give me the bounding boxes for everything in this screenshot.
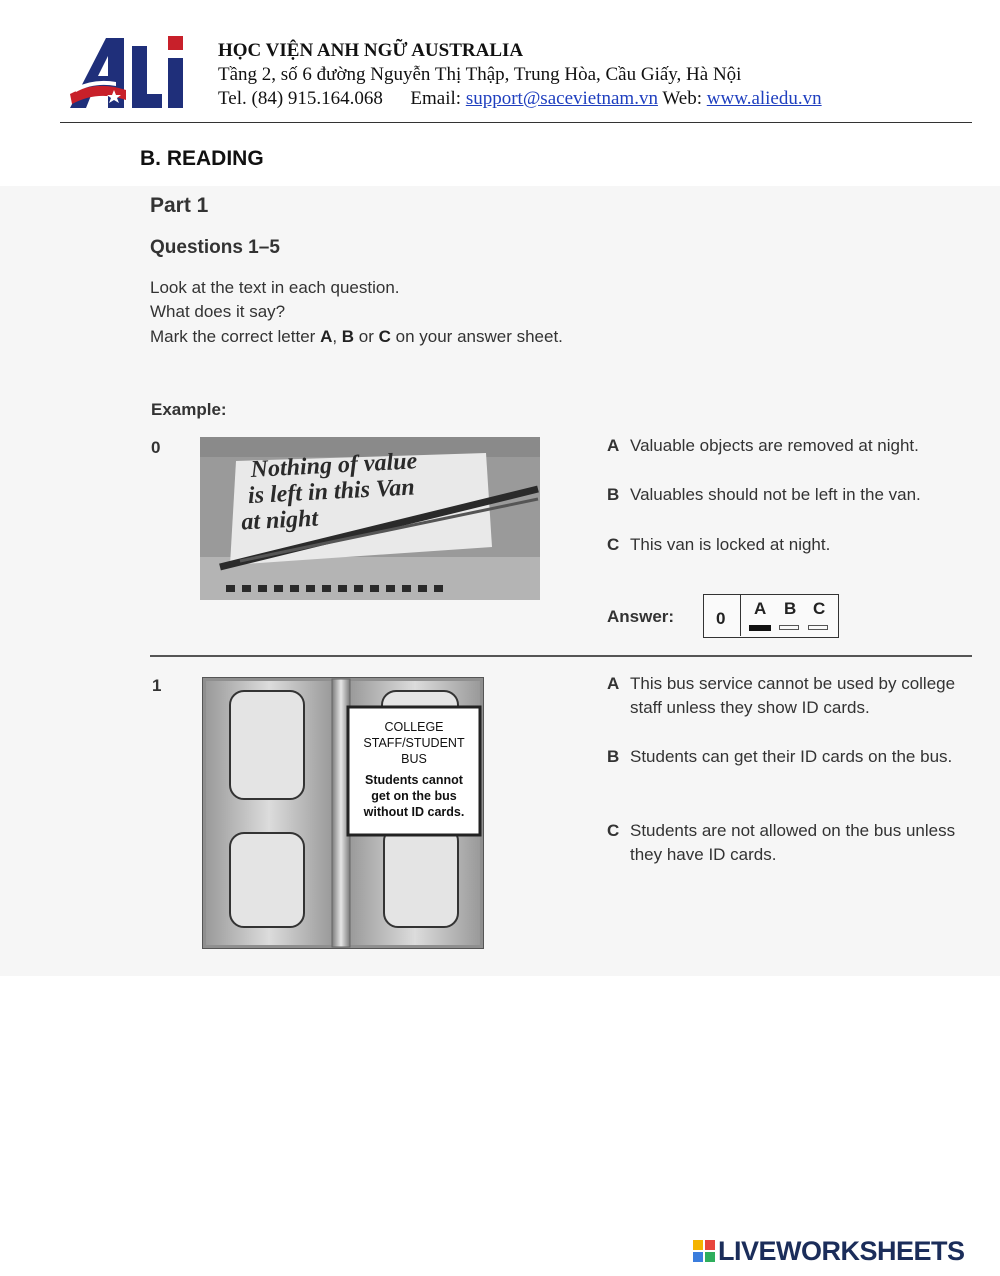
- header-divider: [60, 122, 972, 123]
- bus-sign-body: without ID cards.: [363, 805, 465, 819]
- answer-mark-filled: [749, 625, 771, 631]
- web-label: Web:: [662, 88, 703, 109]
- answer-letter-b: B: [784, 599, 797, 618]
- question-number: 1: [152, 676, 162, 695]
- bus-sign-title: BUS: [401, 752, 427, 766]
- instruction-line-3: [150, 327, 563, 347]
- option-letter: C: [607, 821, 620, 840]
- part-title: Part 1: [150, 194, 209, 217]
- bus-sign-body: get on the bus: [371, 789, 457, 803]
- option-letter: B: [607, 485, 620, 504]
- answer-letter-a: A: [754, 599, 767, 618]
- option-letter: B: [607, 747, 620, 766]
- example-option-a: [607, 434, 977, 458]
- van-sign-photo: [200, 437, 540, 600]
- option-text: Valuable objects are removed at night.: [630, 436, 919, 455]
- letter-c: C: [378, 327, 391, 346]
- bus-sign-body: Students cannot: [365, 773, 463, 787]
- bus-sign-title: COLLEGE: [384, 720, 444, 734]
- letter-b: B: [341, 327, 355, 346]
- institute-address: Tầng 2, số 6 đường Nguyễn Thị Thập, Trung Hòa, Cầu Giấy, Hà Nội: [218, 64, 742, 85]
- telephone: Tel. (84) 915.164.068: [218, 88, 383, 109]
- option-text: This bus service cannot be used by college staff unless they show ID cards.: [630, 674, 956, 717]
- option-letter: A: [607, 674, 620, 693]
- bus-door-illustration: [202, 677, 484, 949]
- instruction-text: Mark the correct letter: [150, 327, 321, 346]
- ali-logo: [66, 32, 190, 114]
- website-link[interactable]: www.aliedu.vn: [706, 88, 822, 109]
- example-label: Example:: [151, 400, 227, 419]
- option-letter: A: [607, 436, 620, 455]
- question-divider: [150, 655, 972, 657]
- question1-option-c[interactable]: [607, 819, 957, 867]
- liveworksheets-brand[interactable]: LIVEWORKSHEETS: [718, 1236, 965, 1266]
- sign-line: at night: [240, 505, 319, 536]
- sign-line: is left in this Van: [247, 474, 416, 510]
- question1-option-b[interactable]: [607, 745, 957, 769]
- answer-mark-empty[interactable]: [808, 625, 828, 630]
- instruction-line-1: Look at the text in each question.: [150, 278, 400, 297]
- letter-a: A: [320, 327, 333, 346]
- institute-name: HỌC VIỆN ANH NGỮ AUSTRALIA: [218, 40, 524, 61]
- separator: ,: [332, 327, 342, 346]
- questions-title: Questions 1–5: [150, 237, 280, 258]
- liveworksheets-icon: [693, 1240, 715, 1262]
- answer-letter-c: C: [813, 599, 826, 618]
- bus-sign-title: STAFF/STUDENT: [363, 736, 465, 750]
- answer-mark-empty[interactable]: [779, 625, 799, 630]
- sign-line: Nothing of value: [250, 448, 418, 483]
- instruction-line-2: What does it say?: [150, 302, 286, 321]
- option-text: Valuables should not be left in the van.: [630, 485, 921, 504]
- answer-number: 0: [716, 609, 726, 628]
- option-letter: C: [607, 535, 620, 554]
- separator: or: [354, 327, 379, 346]
- answer-label: Answer:: [607, 607, 675, 626]
- section-title: B. READING: [140, 147, 264, 170]
- instruction-text: on your answer sheet.: [390, 327, 563, 346]
- example-number: 0: [151, 438, 161, 457]
- email-link[interactable]: support@sacevietnam.vn: [465, 88, 658, 109]
- example-option-c: [607, 533, 977, 557]
- email-label: Email:: [410, 88, 462, 109]
- question1-option-a[interactable]: [607, 672, 977, 720]
- option-text: Students are not allowed on the bus unless they have ID cards.: [630, 821, 956, 864]
- contact-line: [218, 88, 822, 110]
- option-text: Students can get their ID cards on the bus.: [630, 747, 953, 766]
- example-option-b: [607, 483, 977, 507]
- answer-box: [703, 594, 839, 638]
- option-text: This van is locked at night.: [630, 535, 831, 554]
